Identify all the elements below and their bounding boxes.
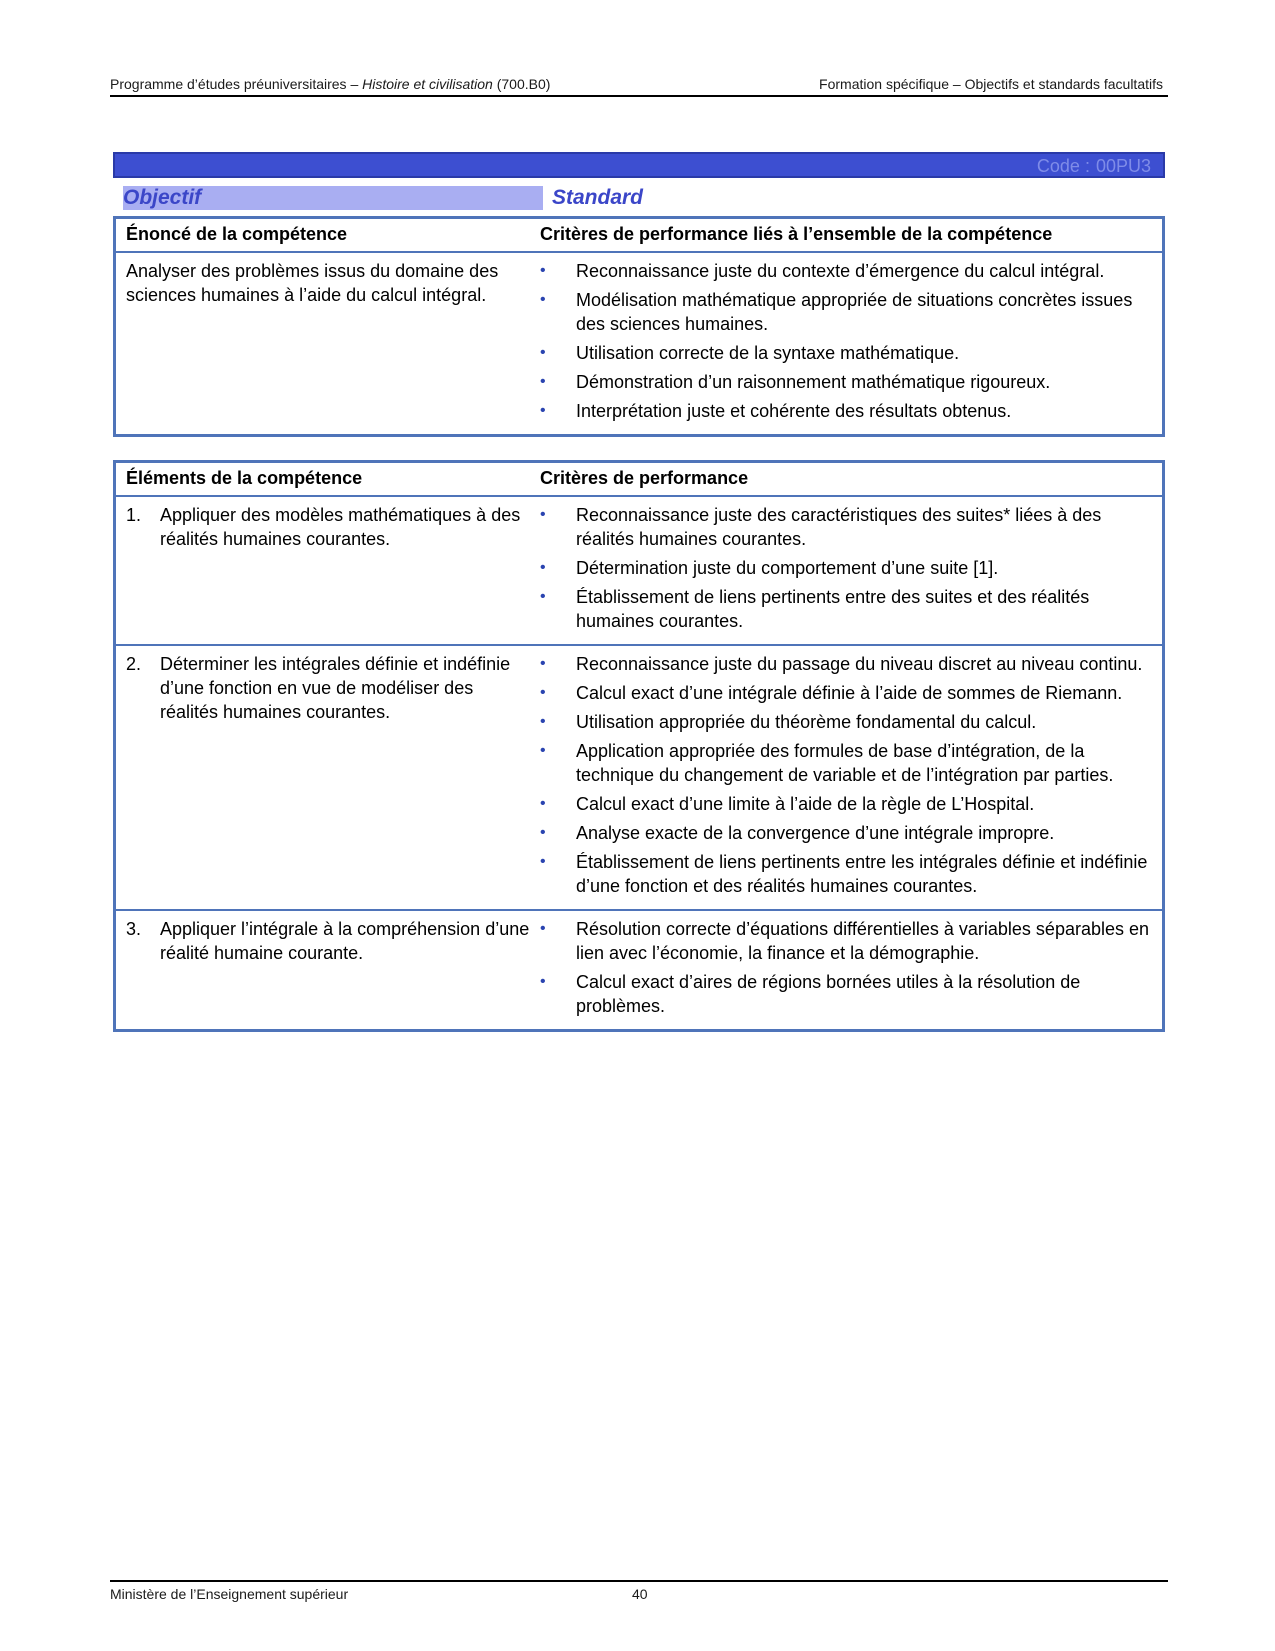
element-criteria-list bbox=[540, 652, 1152, 898]
criteria-column-header: Critères de performance bbox=[540, 462, 1164, 497]
criterion-text: Calcul exact d’aires de régions bornées utiles à la résolution de problèmes. bbox=[576, 972, 1081, 1016]
element-row bbox=[115, 910, 1164, 1031]
bullet-icon: • bbox=[540, 344, 546, 361]
criterion-item bbox=[540, 652, 1152, 676]
header-section-title: Formation spécifique – Objectifs et standards facultatifs bbox=[819, 76, 1163, 92]
bullet-icon: • bbox=[540, 973, 546, 990]
page-footer bbox=[110, 1586, 648, 1602]
bullet-icon: • bbox=[540, 291, 546, 308]
bullet-icon: • bbox=[540, 742, 546, 759]
criterion-item bbox=[540, 821, 1152, 845]
page-number: 40 bbox=[632, 1586, 648, 1602]
bullet-icon: • bbox=[540, 713, 546, 730]
bullet-icon: • bbox=[540, 559, 546, 576]
criterion-item bbox=[540, 917, 1152, 965]
header-program-title: Programme d’études préuniversitaires – Histoire et civilisation (700.B0) bbox=[110, 76, 551, 92]
global-criteria-list bbox=[540, 259, 1152, 423]
criterion-item bbox=[540, 681, 1152, 705]
criterion-item bbox=[540, 792, 1152, 816]
bullet-icon: • bbox=[540, 824, 546, 841]
criterion-text: Utilisation correcte de la syntaxe mathématique. bbox=[576, 343, 960, 363]
global-criteria-column-header: Critères de performance liés à l’ensemble de la compétence bbox=[540, 218, 1164, 253]
element-statement bbox=[126, 917, 540, 965]
element-text: Appliquer l’intégrale à la compréhension d’une réalité humaine courante. bbox=[160, 919, 530, 963]
competence-statement-table bbox=[113, 216, 1165, 437]
element-text: Appliquer des modèles mathématiques à des réalités humaines courantes. bbox=[160, 505, 521, 549]
code-value: 00PU3 bbox=[1095, 156, 1151, 176]
criterion-item bbox=[540, 288, 1152, 336]
criterion-text: Calcul exact d’une intégrale définie à l’aide de sommes de Riemann. bbox=[576, 683, 1123, 703]
page-header bbox=[110, 76, 1163, 94]
element-statement bbox=[126, 503, 540, 551]
criterion-item bbox=[540, 585, 1152, 633]
criterion-text: Détermination juste du comportement d’une suite [1]. bbox=[576, 558, 999, 578]
criterion-item bbox=[540, 259, 1152, 283]
elements-column-header: Éléments de la compétence bbox=[115, 462, 541, 497]
bullet-icon: • bbox=[540, 588, 546, 605]
criterion-text: Calcul exact d’une limite à l’aide de la règle de L’Hospital. bbox=[576, 794, 1035, 814]
criterion-item bbox=[540, 739, 1152, 787]
criterion-item bbox=[540, 970, 1152, 1018]
element-row bbox=[115, 645, 1164, 910]
criterion-item bbox=[540, 710, 1152, 734]
criterion-item bbox=[540, 503, 1152, 551]
criterion-text: Résolution correcte d’équations différentielles à variables séparables en lien avec l’économie, la finance et la démographie. bbox=[576, 919, 1150, 963]
criterion-text: Reconnaissance juste des caractéristiques des suites* liées à des réalités humaines courantes. bbox=[576, 505, 1102, 549]
element-criteria-list bbox=[540, 503, 1152, 633]
element-text: Déterminer les intégrales définie et indéfinie d’une fonction en vue de modéliser des réalités humaines courantes. bbox=[160, 654, 511, 722]
criterion-text: Interprétation juste et cohérente des résultats obtenus. bbox=[576, 401, 1012, 421]
criterion-item bbox=[540, 399, 1152, 423]
bullet-icon: • bbox=[540, 795, 546, 812]
criterion-item bbox=[540, 341, 1152, 365]
bullet-icon: • bbox=[540, 655, 546, 672]
footer-ministry: Ministère de l’Enseignement supérieur bbox=[110, 1586, 349, 1602]
code-banner bbox=[113, 152, 1165, 178]
element-statement bbox=[126, 652, 540, 724]
criterion-text: Analyse exacte de la convergence d’une intégrale impropre. bbox=[576, 823, 1055, 843]
bullet-icon: • bbox=[540, 853, 546, 870]
element-number: 1. bbox=[126, 505, 142, 525]
header-rule bbox=[110, 95, 1168, 97]
criterion-text: Modélisation mathématique appropriée de situations concrètes issues des sciences humaines. bbox=[576, 290, 1133, 334]
competence-statement: Analyser des problèmes issus du domaine des sciences humaines à l’aide du calcul intégral. bbox=[126, 261, 499, 305]
criterion-text: Démonstration d’un raisonnement mathématique rigoureux. bbox=[576, 372, 1051, 392]
criterion-item bbox=[540, 556, 1152, 580]
objectif-label: Objectif bbox=[123, 186, 543, 210]
bullet-icon: • bbox=[540, 402, 546, 419]
criterion-item bbox=[540, 370, 1152, 394]
criterion-text: Établissement de liens pertinents entre des suites et des réalités humaines courantes. bbox=[576, 587, 1090, 631]
criterion-text: Reconnaissance juste du contexte d’émergence du calcul intégral. bbox=[576, 261, 1105, 281]
element-number: 3. bbox=[126, 919, 142, 939]
bullet-icon: • bbox=[540, 506, 546, 523]
criterion-text: Utilisation appropriée du théorème fondamental du calcul. bbox=[576, 712, 1037, 732]
element-criteria-list bbox=[540, 917, 1152, 1018]
element-row bbox=[115, 496, 1164, 645]
criterion-text: Reconnaissance juste du passage du niveau discret au niveau continu. bbox=[576, 654, 1143, 674]
code-text bbox=[1031, 156, 1151, 177]
criterion-text: Établissement de liens pertinents entre les intégrales définie et indéfinie d’une fonction et des réalités humaines courantes. bbox=[576, 852, 1148, 896]
element-number: 2. bbox=[126, 654, 142, 674]
standard-label: Standard bbox=[552, 186, 644, 209]
bullet-icon: • bbox=[540, 373, 546, 390]
statement-column-header: Énoncé de la compétence bbox=[115, 218, 541, 253]
bullet-icon: • bbox=[540, 684, 546, 701]
criterion-item bbox=[540, 850, 1152, 898]
bullet-icon: • bbox=[540, 920, 546, 937]
bullet-icon: • bbox=[540, 262, 546, 279]
code-label: Code : bbox=[1036, 156, 1090, 176]
footer-rule bbox=[110, 1580, 1168, 1582]
competence-elements-table bbox=[113, 460, 1165, 1032]
criterion-text: Application appropriée des formules de base d’intégration, de la technique du changement de variable et de l’intégration par parties. bbox=[576, 741, 1114, 785]
